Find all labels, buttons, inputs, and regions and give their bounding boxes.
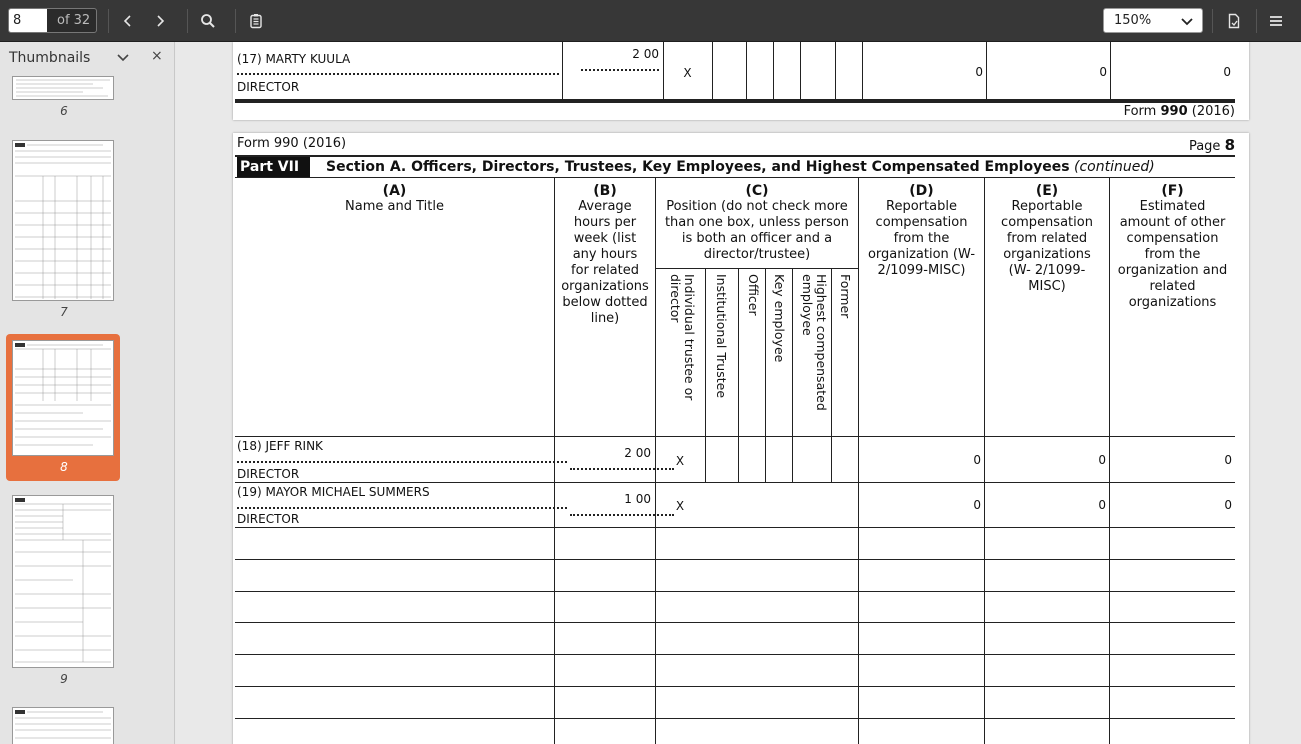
column-d-heading [859,199,984,279]
row-line [235,654,1235,655]
thumbnail-label: 9 [60,672,68,686]
document-icon [1226,13,1242,29]
document-properties-button[interactable] [1220,7,1248,35]
grid-line [705,268,706,483]
heading-line: (W- 2/1099- [1008,263,1086,278]
hours-value: 2 00 [632,47,659,61]
page-count-label: of 32 [57,13,91,28]
row-line [235,436,1235,437]
search-button[interactable] [194,7,222,35]
dotted-leader [237,73,559,75]
checkbox-mark: X [683,66,692,80]
column-a-heading: Name and Title [345,199,444,214]
heading-line: from the [1144,247,1201,262]
grid-line [831,268,832,483]
heading-line: director/trustee) [703,247,811,262]
comp-d-value: 0 [973,498,981,512]
heading-line: Estimated [1139,199,1206,214]
heading-line: organizations [1128,295,1217,310]
row-line [235,686,1235,687]
clipboard-icon [248,13,264,29]
part-label: Part VII [237,157,310,177]
thumbnails-sidebar [0,42,175,744]
comp-d-value: 0 [975,65,983,79]
heading-line: compensation [1001,215,1093,230]
sidebar-header [0,42,175,74]
chevron-down-icon[interactable] [116,50,130,64]
dotted-leader [237,507,567,509]
grid-line [746,42,747,100]
grid-line [792,268,793,483]
thumbnail-label: 6 [60,104,68,118]
close-icon[interactable]: × [151,48,163,64]
thumbnail-label: 8 [60,460,68,474]
person-title: DIRECTOR [237,80,300,94]
heading-line: from related [1006,231,1088,246]
search-icon [200,13,216,29]
section-title: Section A. Officers, Directors, Trustees, Key Employees, and Highest Compensated Employees (continued) [326,159,1155,175]
page-number-box [8,8,97,33]
page-thumbnail-image [13,77,113,100]
checkbox-mark: X [675,454,685,468]
heading-line: related [1149,279,1196,294]
heading-line: MISC) [1028,279,1066,294]
heading-line: Average [578,199,632,214]
hours-value: 2 00 [624,446,651,460]
thumbnail-page-7[interactable] [12,140,114,301]
form-header-left: Form 990 (2016) [237,136,347,151]
previous-page-button[interactable] [114,7,142,35]
comp-e-value: 0 [1098,498,1106,512]
thumbnail-label: 7 [60,305,68,319]
dotted-leader [570,514,674,516]
column-e-heading [985,199,1109,295]
column-f-heading [1110,199,1235,311]
heading-line: line) [590,311,620,326]
column-b-heading [555,199,655,327]
column-c-letter: (C) [745,183,769,199]
heading-line: is both an officer and a [681,231,833,246]
toolbar-separator [1212,9,1213,33]
heading-line: compensation [1126,231,1219,246]
row-line [235,718,1235,719]
comp-e-value: 0 [1098,453,1106,467]
toolbar-separator [108,9,109,33]
row-line [235,622,1235,623]
heading-line: organization and [1117,263,1228,278]
heading-line: organizations [561,279,649,294]
row-line [235,591,1235,592]
section-rule [235,177,1235,178]
heading-line: compensation [875,215,968,230]
heading-line: Reportable [1011,199,1083,214]
thumbnail-page-8[interactable] [12,340,114,456]
person-title: DIRECTOR [237,467,300,481]
comp-f-value: 0 [1224,498,1232,512]
header-rule [235,155,1235,157]
column-b-letter: (B) [593,183,617,199]
person-name: (18) JEFF RINK [237,439,323,453]
chevron-down-icon [1180,14,1194,28]
row-line [235,527,1235,528]
comp-e-value: 0 [1099,65,1107,79]
heading-line: from the [893,231,950,246]
main-menu-button[interactable] [1262,7,1290,35]
heading-line: any hours [572,247,638,262]
grid-line [765,268,766,483]
next-page-button[interactable] [146,7,174,35]
hamburger-menu-icon [1269,14,1283,28]
dotted-leader [581,69,659,71]
heading-line: below dotted [562,295,648,310]
pdf-page-7 [233,42,1249,120]
heading-line: than one box, unless person [664,215,850,230]
thumbnail-page-9[interactable] [12,495,114,668]
grid-line [835,42,836,100]
page-thumbnail-image [13,341,113,455]
heading-line: 2/1099-MISC) [877,263,966,278]
row-line [235,559,1235,560]
zoom-select[interactable] [1103,8,1203,33]
annotations-button[interactable] [242,7,270,35]
column-e-letter: (E) [1035,183,1059,199]
toolbar-separator [235,9,236,33]
page-thumbnail-image [13,708,113,744]
dotted-leader [237,461,567,463]
column-f-letter: (F) [1161,183,1184,199]
form-footer-label: Form 990 (2016) [1123,104,1235,119]
grid-line [773,42,774,100]
chevron-left-icon [121,14,135,28]
pdf-page-8 [233,133,1249,744]
column-a-letter: (A) [382,183,407,199]
form-footer-rule [235,99,1235,103]
person-title: DIRECTOR [237,512,300,526]
grid-line [800,42,801,100]
column-c-institutional-trustee: Institutional Trustee [714,274,729,399]
column-c-former: Former [838,274,853,319]
hours-value: 1 00 [624,492,651,506]
row-line [235,482,1235,483]
heading-line: Reportable [886,199,957,214]
heading-line: organization (W- [867,247,976,262]
heading-line: amount of other [1119,215,1226,230]
thumbnail-page-6[interactable] [12,76,114,100]
column-c-individual-trustee: Individual trustee or director [668,274,697,401]
chevron-right-icon [153,14,167,28]
column-c-heading [656,199,858,263]
toolbar-separator [1256,9,1257,33]
form-header-page: Page 8 [1188,136,1235,154]
heading-line: organizations [1003,247,1091,262]
toolbar-separator [187,9,188,33]
comp-d-value: 0 [973,453,981,467]
heading-line: for related [571,263,639,278]
column-c-officer: Officer [746,274,761,316]
page-thumbnail-image [13,141,113,300]
toolbar [0,0,1301,42]
person-name: (17) MARTY KUULA [237,52,351,66]
document-viewer[interactable] [176,42,1301,744]
grid-line [655,268,858,269]
comp-f-value: 0 [1223,65,1231,79]
sidebar-title: Thumbnails [9,50,91,66]
person-name: (19) MAYOR MICHAEL SUMMERS [237,485,430,499]
thumbnail-page-10[interactable] [12,707,114,744]
grid-line [712,42,713,100]
checkbox-mark: X [675,499,685,513]
page-thumbnail-image [13,496,113,667]
zoom-value: 150% [1114,13,1152,28]
column-c-highest-compensated: Highest compensated employee [800,274,829,411]
column-c-key-employee: Key employee [772,274,787,363]
grid-line [738,268,739,483]
column-d-letter: (D) [909,183,934,199]
heading-line: week (list [573,231,637,246]
heading-line: hours per [573,215,637,230]
grid-line [562,42,563,100]
page-number-input[interactable] [9,9,47,32]
comp-f-value: 0 [1224,453,1232,467]
heading-line: Position (do not check more [666,199,848,214]
